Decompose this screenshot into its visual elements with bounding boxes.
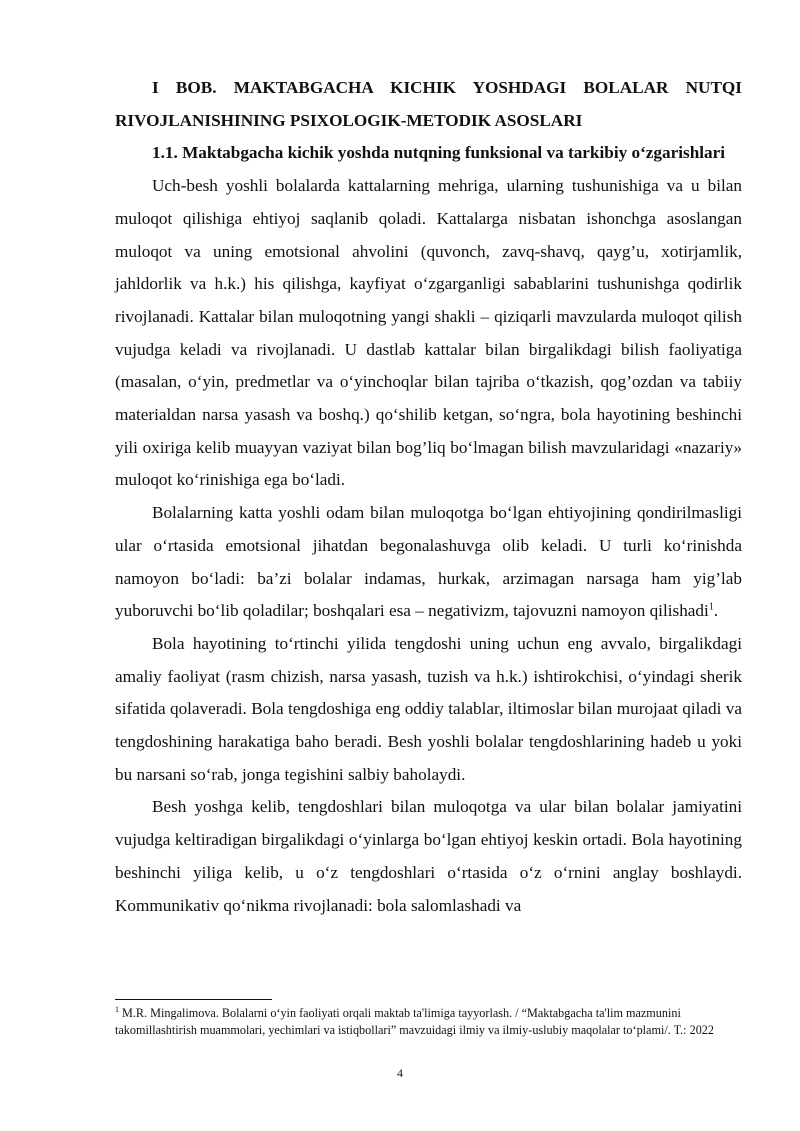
footnote-text: M.R. Mingalimova. Bolalarni o‘yin faoliyati orqali maktab ta'limiga tayyorlash. / “Maktabgacha ta'lim mazmunini takomillashtirish muammolari, yechimlari va istiqbollari” mavzuidagi ilmiy va ilmiy-uslubiy maqolalar to‘plami/. T.: 2022	[115, 1006, 714, 1037]
body-text	[115, 72, 742, 922]
paragraph-3: Bola hayotining to‘rtinchi yilida tengdoshi uning uchun eng avvalo, birgalikdagi amaliy faoliyat (rasm chizish, narsa yasash, tuzish va h.k.) ishtirokchisi, o‘yindagi sherik sifatida qolaveradi. Bola tengdoshiga eng oddiy talablar, iltimoslar bilan murojaat qiladi va tengdoshining harakatiga baho beradi. Besh yoshli bolalar tengdoshlarining hadeb u yoki bu narsani so‘rab, jonga tegishini salbiy baholaydi.	[115, 633, 742, 784]
footnote-separator	[115, 999, 272, 1000]
paragraph-1: Uch-besh yoshli bolalarda kattalarning mehriga, ularning tushunishiga va u bilan muloqot qilishiga ehtiyoj saqlanib qoladi. Kattalarga nisbatan ishonchga asoslangan muloqot va uning emotsional ahvolini (quvonch, zavq-shavq, qayg’u, xotirjamlik, jahldorlik va h.k.) his qilishga, kayfiyat o‘zgarganligi sabablarini tushunishga qodirlik rivojlanadi. Kattalar bilan muloqotning yangi shakli – qiziqarli mavzularda muloqot qilish vujudga keladi va rivojlanadi. U dastlab kattalar bilan birgalikdagi bilish faoliyatiga (masalan, o‘yin, predmetlar va o‘yinchoqlar bilan tajriba o‘tkazish, qog’ozdan va tabiiy materialdan narsa yasash va boshq.) qo‘shilib ketgan, so‘ngra, bola hayotining beshinchi yili oxiriga kelib muayyan vaziyat bilan bog’liq bo‘lmagan bilish mavzularidagi «nazariy» muloqot ko‘rinishiga ega bo‘ladi.	[115, 176, 742, 490]
footnote-reference[interactable]: 1	[708, 601, 714, 613]
paragraph-2-text: Bolalarning katta yoshli odam bilan muloqotga bo‘lgan ehtiyojining qondirilmasligi ular o‘rtasida emotsional jihatdan begonalashuvga olib keladi. U turli ko‘rinishda namoyon bo‘ladi: ba’zi bolalar indamas, hurkak, arzimagan narsaga ham yig’lab yuboruvchi bo‘lib qoladilar; boshqalari esa – negativizm, tajovuzni namoyon qilishadi	[115, 503, 742, 621]
footnote	[115, 1005, 742, 1038]
page-number: 4	[397, 1066, 403, 1080]
paragraph-2	[115, 497, 742, 628]
section-title: 1.1. Maktabgacha kichik yoshda nutqning funksional va tarkibiy o‘zgarishlari	[152, 143, 726, 163]
paragraph-2-end: .	[713, 601, 719, 621]
chapter-title: I BOB. MAKTABGACHA KICHIK YOSHDAGI BOLALAR NUTQI RIVOJLANISHINING PSIXOLOGIK-METODIK ASOSLARI	[115, 78, 742, 130]
footnote-marker: 1	[115, 1004, 119, 1014]
paragraph-4: Besh yoshga kelib, tengdoshlari bilan muloqotga va ular bilan bolalar jamiyatini vujudga keltiradigan birgalikdagi o‘yinlarga bo‘lgan ehtiyoj keskin ortadi. Bola hayotining beshinchi yiliga kelib, u o‘z tengdoshlari o‘rtasida o‘z o‘rnini anglay boshlaydi. Kommunikativ qo‘nikma rivojlanadi: bola salomlashadi va	[115, 797, 742, 915]
